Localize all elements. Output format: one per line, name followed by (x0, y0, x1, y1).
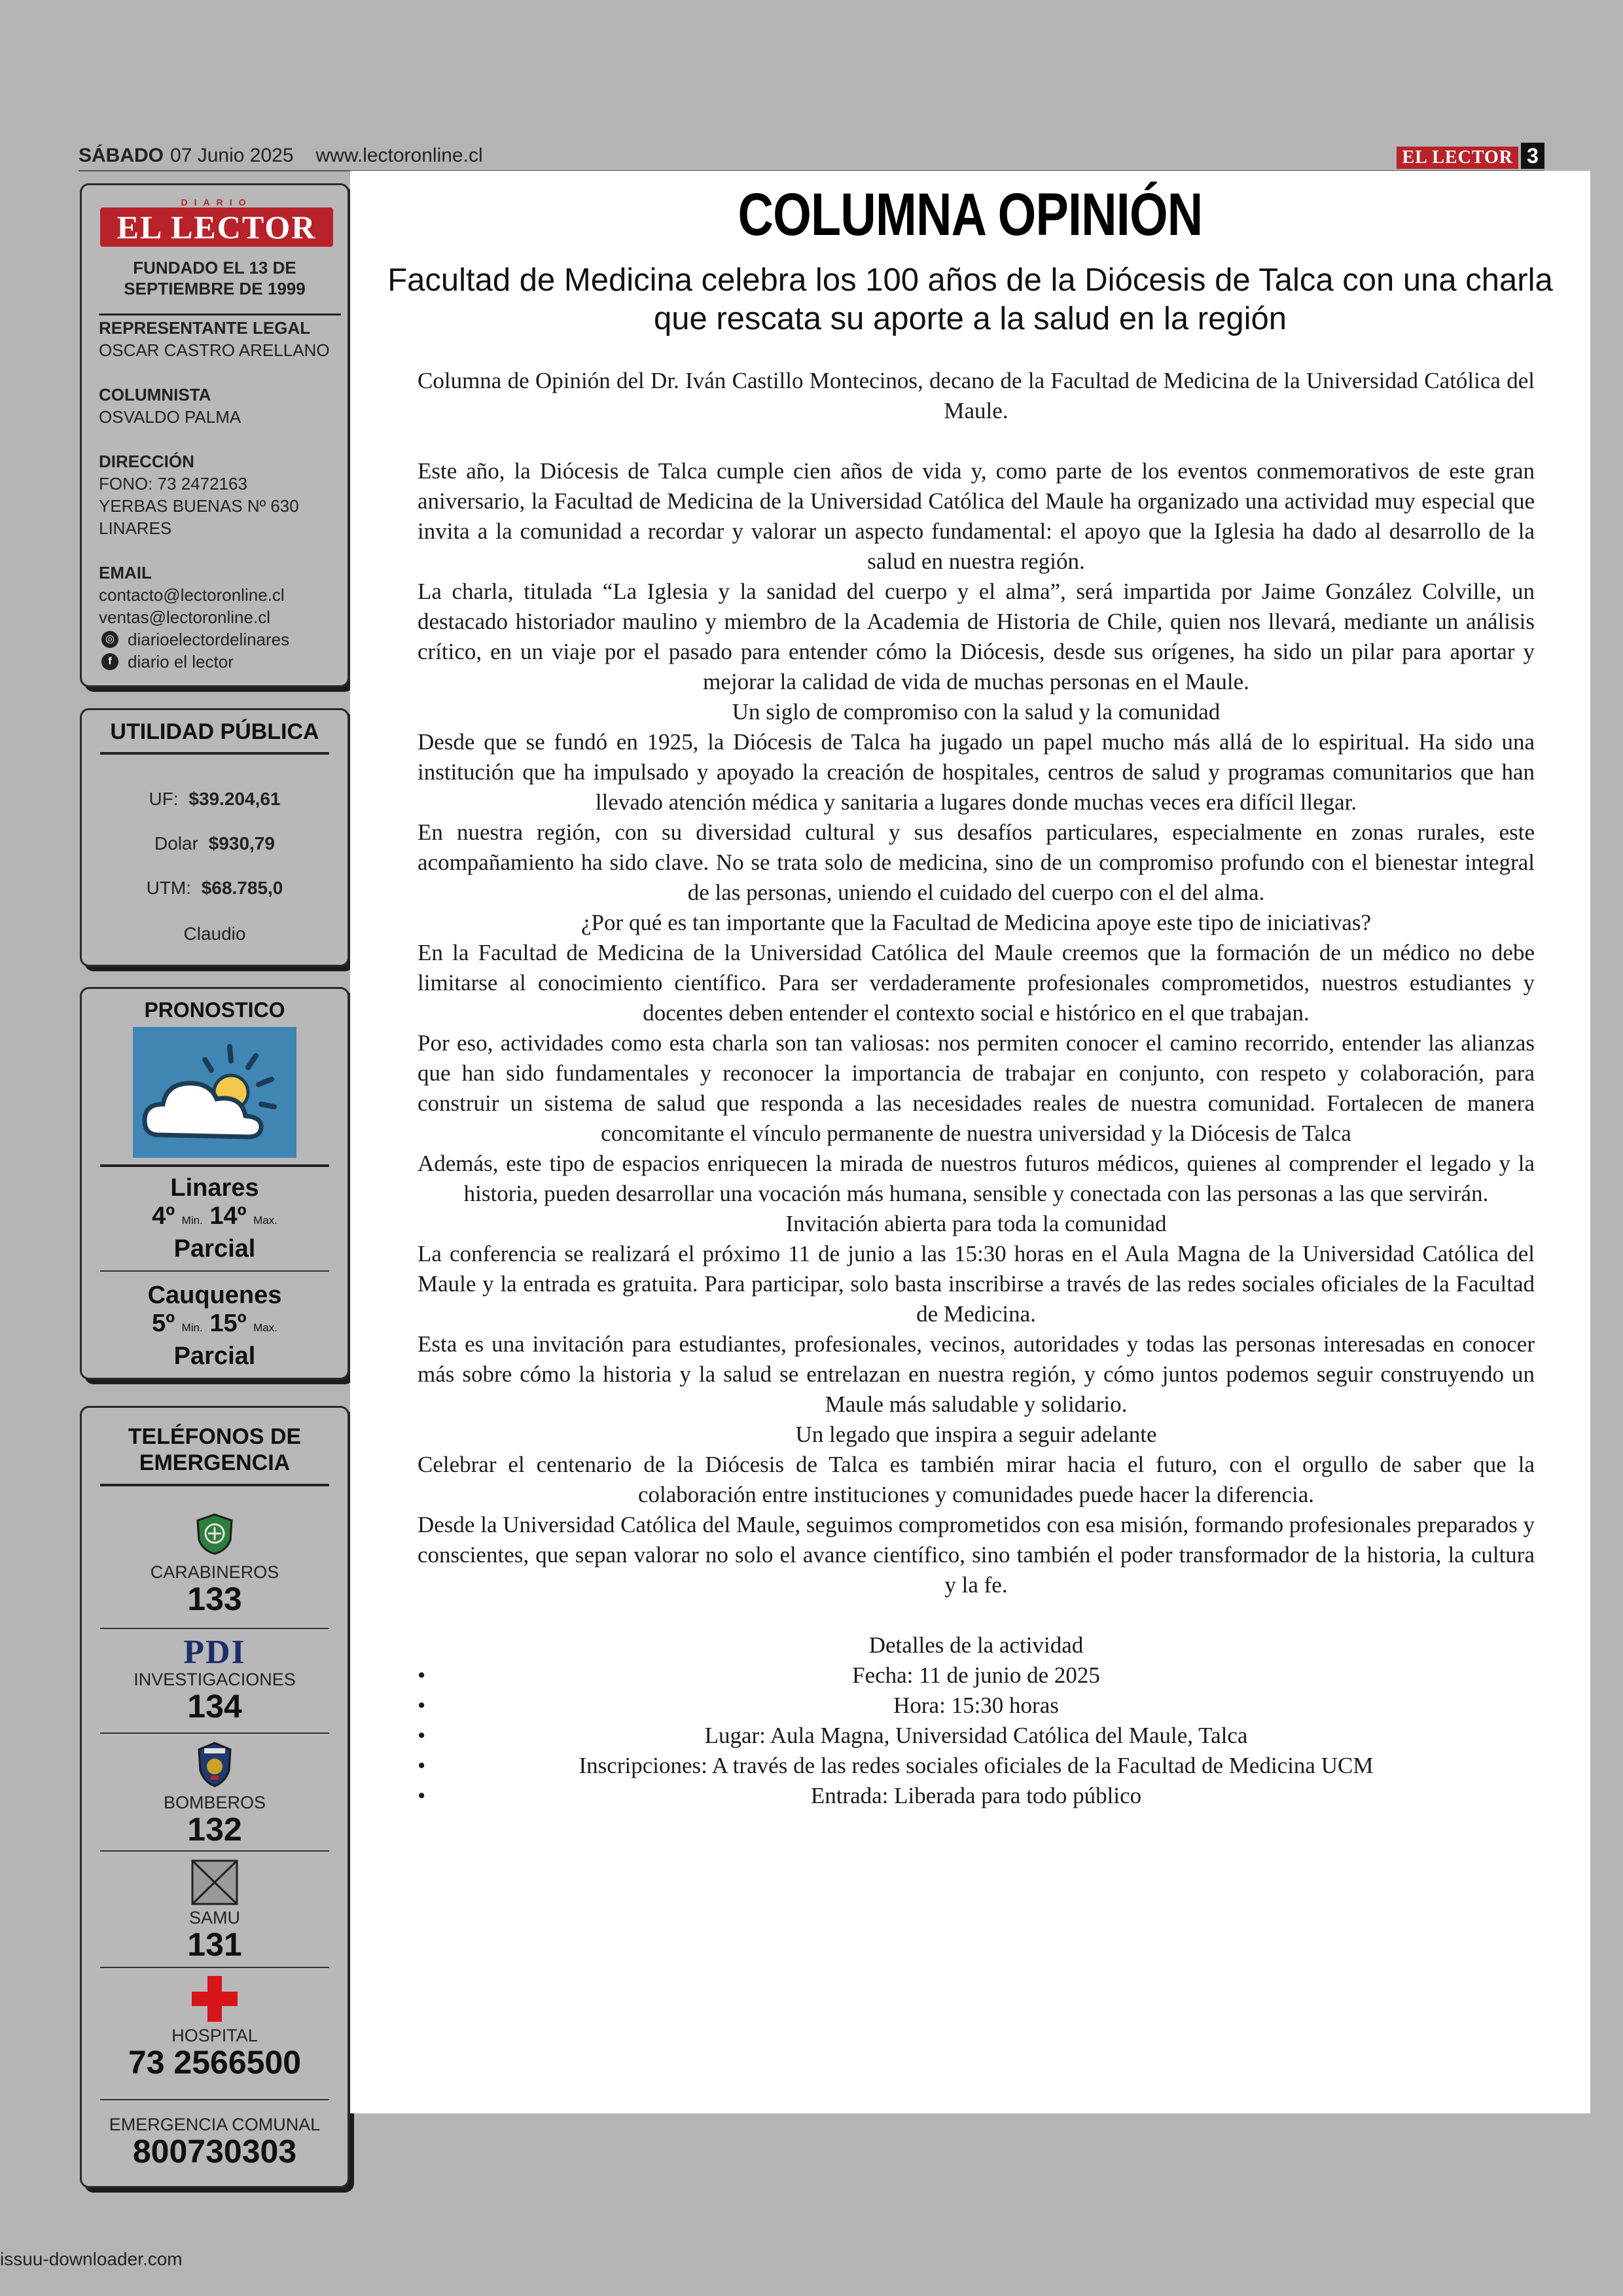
address-city: LINARES (99, 518, 172, 538)
emergency-title-line-2: EMERGENCIA (139, 1450, 291, 1475)
detail-item: • Fecha: 11 de junio de 2025 (418, 1660, 1535, 1691)
paragraph: Este año, la Diócesis de Talca cumple cien años de vida y, como parte de los eventos conmemorativos de este gran aniversario, la Facultad de Medicina de la Universidad Católica del Maule ha organizado una actividad muy especial que invita a la comunidad a recordar y valorar un aspecto fundamental: el apoyo que la Iglesia ha dado al desarrollo de la salud en nuestra región. (418, 458, 1535, 574)
founded-line-1: FUNDADO EL 13 DE (133, 258, 296, 278)
logo-diario: DIARIO (181, 197, 253, 207)
article-body (418, 366, 1535, 1811)
dolar-label: Dolar (154, 833, 198, 853)
byline: Columna de Opinión del Dr. Iván Castillo Montecinos, decano de la Facultad de Medicina de la Universidad Católica del Maule. (418, 368, 1535, 423)
facebook-icon: f (101, 653, 118, 670)
paragraph: Celebrar el centenario de la Diócesis de Talca es también mirar hacia el futuro, con el orgullo de saber que la colaboración entre instituciones y comunidades puede hacer la diferencia. (418, 1452, 1535, 1507)
page-header (79, 143, 1544, 170)
emergency-carabineros[interactable] (82, 1562, 348, 1616)
emergency-divider (100, 1850, 329, 1852)
emergency-number: 132 (187, 1811, 242, 1848)
paragraph: En la Facultad de Medicina de la Universidad Católica del Maule creemos que la formación de un médico no debe limitarse al conocimiento científico. Para ser verdaderamente profesionales comprometidos, nuestros estudiantes y docentes deben entender el contexto social e histórico en el que trabajan. (418, 940, 1535, 1026)
issue-date-text: 07 Junio 2025 (170, 145, 294, 166)
address-phone: FONO: 73 2472163 (99, 474, 247, 493)
temperature-range (82, 1310, 348, 1342)
emergency-label: HOSPITAL (171, 2026, 258, 2045)
emergency-comunal[interactable] (82, 2115, 348, 2168)
emergency-hospital[interactable] (82, 2026, 348, 2079)
founded-line-2: SEPTIEMBRE DE 1999 (124, 279, 306, 298)
emergency-divider (100, 1628, 329, 1629)
subheading: Invitación abierta para toda la comunidad (785, 1211, 1167, 1236)
emergency-label: EMERGENCIA COMUNAL (109, 2115, 321, 2134)
forecast-divider (100, 1164, 329, 1167)
emergency-divider (100, 2099, 329, 2100)
paragraph: La charla, titulada “La Iglesia y la sanidad del cuerpo y el alma”, será impartida por Jaime González Colville, un destacado historiador maulino y miembro de la Academia de Historia de Chile, quien nos llevará, mediante un análisis crítico, en un viaje por el pasado para entender cómo la Diócesis, desde sus orígenes, ha sido un pilar para aportar y mejorar la calidad de vida de muchas personas en el Maule. (418, 579, 1535, 694)
paragraph: La conferencia se realizará el próximo 11 de junio a las 15:30 horas en el Aula Magna de la Universidad Católica del Maule y la entrada es gratuita. Para participar, solo basta inscribirse a través de las redes sociales oficiales de la Facultad de Medicina. (418, 1241, 1535, 1327)
emergency-samu[interactable] (82, 1908, 348, 1962)
temp-max-label: Max. (253, 1321, 277, 1334)
title-underline (100, 752, 329, 755)
emergency-divider (100, 1967, 329, 1968)
emergency-number: 800730303 (132, 2133, 297, 2170)
city-name: Linares (170, 1174, 259, 1202)
emergency-number: 133 (187, 1581, 242, 1617)
emergency-number: 134 (187, 1688, 242, 1725)
detail-item: • Inscripciones: A través de las redes sociales oficiales de la Facultad de Medicina UCM (418, 1751, 1535, 1781)
paragraph: Esta es una invitación para estudiantes, profesionales, vecinos, autoridades y todas las personas interesadas en conocer más sobre cómo la historia y la salud se entrelazan en nuestra región, y cómo juntos podemos seguir construyendo un Maule más saludable y solidario. (418, 1331, 1535, 1417)
section-title: COLUMNA OPINIÓN (738, 181, 1203, 248)
hospital-cross-icon (190, 1975, 239, 2026)
public-utility-box (80, 708, 349, 967)
forecast-divider-2 (100, 1270, 329, 1272)
detail-item: • Lugar: Aula Magna, Universidad Católica del Maule, Talca (418, 1721, 1535, 1751)
paragraph: Desde la Universidad Católica del Maule, seguimos comprometidos con esa misión, formando profesionales preparados y conscientes, que sepan valorar no solo el avance científico, sino también el poder transformador de la historia, la cultura y la fe. (418, 1512, 1535, 1598)
newspaper-logo (100, 197, 333, 247)
opinion-article (350, 171, 1590, 2113)
watermark: issuu-downloader.com (0, 2249, 183, 2269)
temp-min: 5º (152, 1310, 175, 1337)
sky-condition: Parcial (173, 1342, 256, 1370)
article-headline: Facultad de Medicina celebra los 100 años de la Diócesis de Talca con una charla que rescata su aporte a la salud en la región (387, 262, 1553, 336)
subheading: ¿Por qué es tan importante que la Facultad de Medicina apoye este tipo de iniciativas? (580, 910, 1372, 935)
issue-day: SÁBADO (79, 145, 164, 166)
sky-condition: Parcial (173, 1235, 256, 1263)
facebook-handle: diario el lector (128, 652, 234, 672)
utm-label: UTM: (146, 878, 192, 898)
saint-of-day: Claudio (183, 924, 246, 944)
header-logo: EL LECTOR (1397, 147, 1518, 169)
uf-indicator (82, 789, 348, 810)
facebook-link[interactable] (99, 651, 341, 673)
emergency-label: CARABINEROS (150, 1562, 279, 1582)
detail-item: • Entrada: Liberada para todo público (418, 1781, 1535, 1811)
temp-min-label: Min. (181, 1214, 203, 1227)
forecast-linares (82, 1174, 348, 1263)
paragraph: Desde que se fundó en 1925, la Diócesis de Talca ha jugado un papel mucho más allá de lo espiritual. Ha sido una institución que ha impulsado y apoyado la creación de hospitales, centros de salud y programas comunitarios que han llevado atención médica y sanitaria a lugares donde muchas veces era difícil llegar. (418, 729, 1535, 815)
emergency-box (80, 1406, 349, 2188)
samu-placeholder-icon (191, 1859, 238, 1909)
city-name: Cauquenes (147, 1282, 282, 1309)
columnist-name: OSVALDO PALMA (99, 407, 241, 427)
public-utility-title: UTILIDAD PÚBLICA (110, 719, 319, 744)
dolar-value: $930,79 (208, 833, 275, 853)
utm-indicator (82, 878, 348, 899)
email-sales[interactable]: ventas@lectoronline.cl (99, 607, 270, 627)
forecast-title: PRONOSTICO (144, 998, 285, 1022)
instagram-icon: ◎ (101, 631, 118, 648)
forecast-cauquenes (82, 1281, 348, 1371)
emergency-label: INVESTIGACIONES (134, 1670, 296, 1689)
details-title: Detalles de la actividad (868, 1632, 1084, 1658)
emergency-number: 73 2566500 (128, 2044, 302, 2081)
uf-label: UF: (149, 789, 179, 809)
address-street: YERBAS BUENAS Nº 630 (99, 496, 299, 516)
temp-min: 4º (152, 1202, 175, 1230)
forecast-box (80, 987, 349, 1380)
emergency-label: SAMU (188, 1908, 240, 1928)
logo-name: EL LECTOR (116, 209, 317, 245)
instagram-handle: diarioelectordelinares (128, 630, 290, 649)
masthead-box (80, 183, 349, 687)
emergency-title-line-1: TELÉFONOS DE (128, 1424, 302, 1449)
emergency-title (82, 1424, 348, 1476)
subheading: Un siglo de compromiso con la salud y la comunidad (732, 699, 1221, 725)
email-contact[interactable]: contacto@lectoronline.cl (99, 585, 285, 605)
paragraph: Por eso, actividades como esta charla son tan valiosas: nos permiten conocer el camino recorrido, entender las alianzas que han sido fundamentales y reconocer la importancia de trabajar en conjunto, con respeto y colaboración, para construir un sistema de salud que responda a las necesidades reales de nuestra comunidad. Fortalecen de manera concomitante el vínculo permanente de nuestra universidad y la Diócesis de Talca (418, 1030, 1535, 1146)
email-title: EMAIL (99, 563, 152, 583)
page-number: 3 (1521, 143, 1544, 169)
carabineros-badge-icon (194, 1513, 236, 1559)
partly-cloudy-icon (133, 1027, 296, 1158)
emergency-bomberos[interactable] (82, 1793, 348, 1846)
issue-date (79, 143, 483, 169)
columnist-title: COLUMNISTA (99, 385, 211, 404)
detail-item: • Hora: 15:30 horas (418, 1691, 1535, 1721)
utm-value: $68.785,0 (201, 878, 283, 898)
address-title: DIRECCIÓN (99, 452, 194, 471)
legal-title: REPRESENTANTE LEGAL (99, 314, 341, 339)
emergency-label: BOMBEROS (163, 1793, 266, 1812)
details-list (418, 1660, 1535, 1811)
subheading: Un legado que inspira a seguir adelante (795, 1422, 1157, 1447)
site-url[interactable]: www.lectoronline.cl (315, 145, 483, 166)
emergency-divider (100, 1732, 329, 1734)
temp-max-label: Max. (253, 1214, 277, 1227)
emergency-pdi[interactable] (82, 1636, 348, 1723)
temp-max: 15º (209, 1310, 247, 1337)
dolar-indicator (82, 833, 348, 854)
bomberos-badge-icon (195, 1740, 234, 1792)
pdi-logo-icon: PDI (183, 1634, 246, 1671)
header-brand (1397, 143, 1544, 169)
temp-min-label: Min. (181, 1321, 203, 1334)
emergency-number: 131 (187, 1926, 242, 1963)
founded-text (82, 257, 348, 299)
paragraph: Además, este tipo de espacios enriquecen la mirada de nuestros futuros médicos, quienes al comprender el legado y la historia, pueden desarrollar una vocación más humana, sensible y conectada con las personas a las que servirán. (418, 1151, 1535, 1206)
temperature-range (82, 1202, 348, 1234)
emergency-underline (100, 1484, 329, 1486)
legal-name: OSCAR CASTRO ARELLANO (99, 340, 330, 360)
temp-max: 14º (209, 1202, 247, 1230)
masthead-info (99, 314, 341, 673)
paragraph: En nuestra región, con su diversidad cultural y sus desafíos particulares, especialmente en zonas rurales, este acompañamiento ha sido clave. No se trata solo de medicina, sino de un compromiso profundo con el bienestar integral de las personas, uniendo el cuidado del cuerpo con el del alma. (418, 819, 1535, 905)
instagram-link[interactable] (99, 628, 341, 651)
uf-value: $39.204,61 (188, 789, 281, 809)
